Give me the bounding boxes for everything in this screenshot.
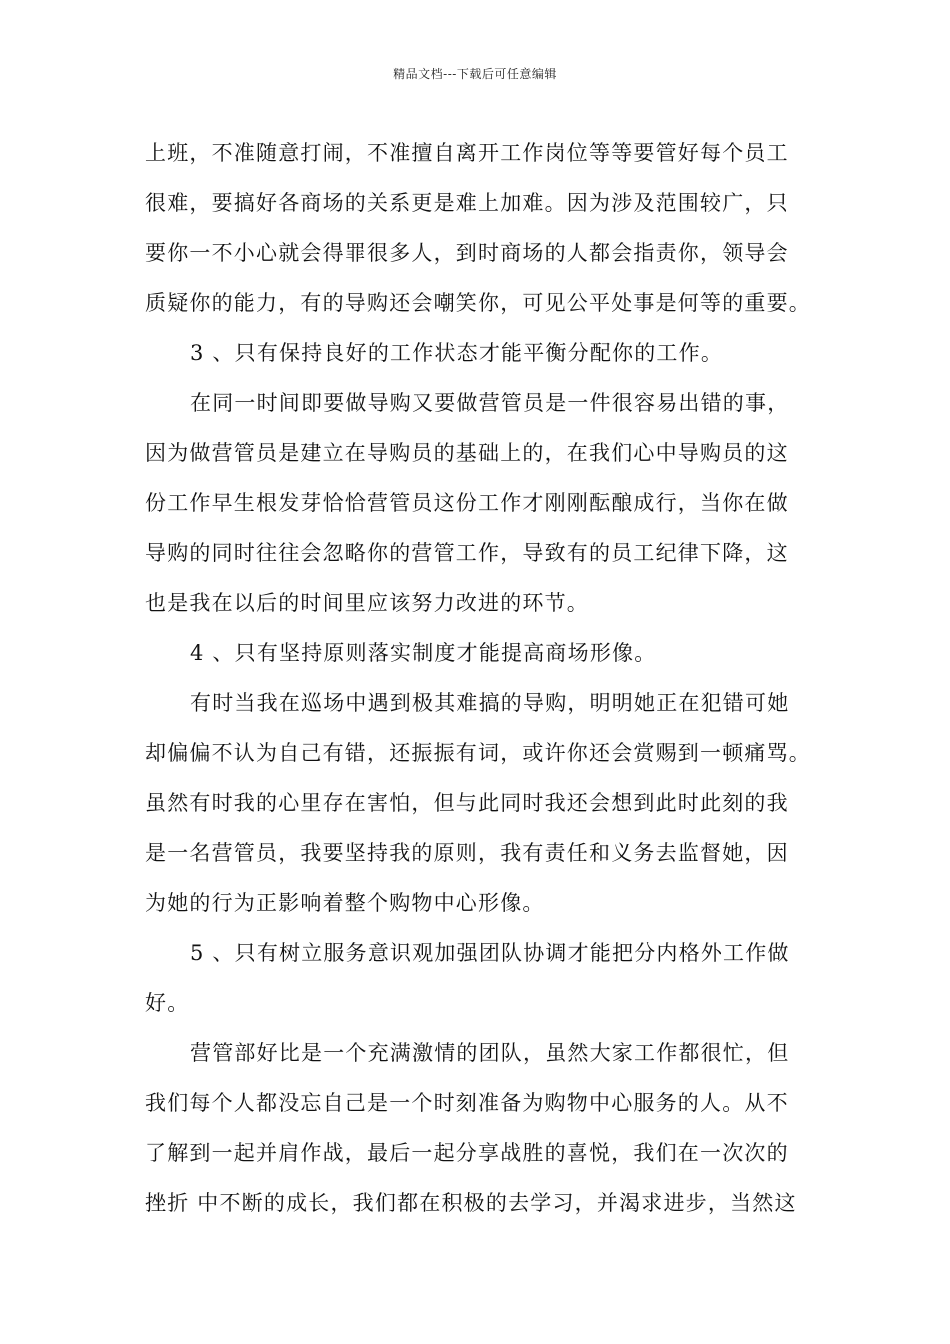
text-line: 挫折 中不断的成长，我们都在积极的去学习，并渴求进步，当然这 <box>145 1191 797 1215</box>
text-line: 却偏偏不认为自己有错，还振振有词，或许你还会赏赐到一顿痛骂。 <box>145 741 811 765</box>
text-line: 好。 <box>145 991 190 1015</box>
text-line: 质疑你的能力，有的导购还会嘲笑你，可见公平处事是何等的重要。 <box>145 291 811 315</box>
text-line: 很难，要搞好各商场的关系更是难上加难。因为涉及范围较广，只 <box>145 191 789 215</box>
text-line: 我们每个人都没忘自己是一个时刻准备为购物中心服务的人。从不 <box>145 1091 789 1115</box>
text-line: 要你一不小心就会得罪很多人，到时商场的人都会指责你，领导会 <box>145 241 789 265</box>
text-line: 份工作早生根发芽恰恰营管员这份工作才刚刚酝酿成行，当你在做 <box>145 491 789 515</box>
text-line: 4 、只有坚持原则落实制度才能提高商场形像。 <box>190 641 657 665</box>
text-line: 在同一时间即要做导购又要做营管员是一件很容易出错的事， <box>190 391 790 415</box>
page-header: 精品文档---下载后可任意编辑 <box>393 67 557 81</box>
text-line: 了解到一起并肩作战，最后一起分享战胜的喜悦，我们在一次次的 <box>145 1141 789 1165</box>
text-line: 上班，不准随意打闹，不准擅自离开工作岗位等等要管好每个员工 <box>145 141 789 165</box>
text-line: 是一名营管员，我要坚持我的原则，我有责任和义务去监督她，因 <box>145 841 789 865</box>
text-line: 有时当我在巡场中遇到极其难搞的导购，明明她正在犯错可她 <box>190 691 790 715</box>
document-body <box>145 132 820 1232</box>
text-line: 虽然有时我的心里存在害怕，但与此同时我还会想到此时此刻的我 <box>145 791 789 815</box>
text-line: 因为做营管员是建立在导购员的基础上的，在我们心中导购员的这 <box>145 441 789 465</box>
text-line: 5 、只有树立服务意识观加强团队协调才能把分内格外工作做 <box>190 941 790 965</box>
text-line: 3 、只有保持良好的工作状态才能平衡分配你的工作。 <box>190 341 724 365</box>
text-line: 为她的行为正影响着整个购物中心形像。 <box>145 891 545 915</box>
text-line: 营管部好比是一个充满激情的团队，虽然大家工作都很忙，但 <box>190 1041 790 1065</box>
text-line: 也是我在以后的时间里应该努力改进的环节。 <box>145 591 589 615</box>
text-line: 导购的同时往往会忽略你的营管工作，导致有的员工纪律下降，这 <box>145 541 789 565</box>
